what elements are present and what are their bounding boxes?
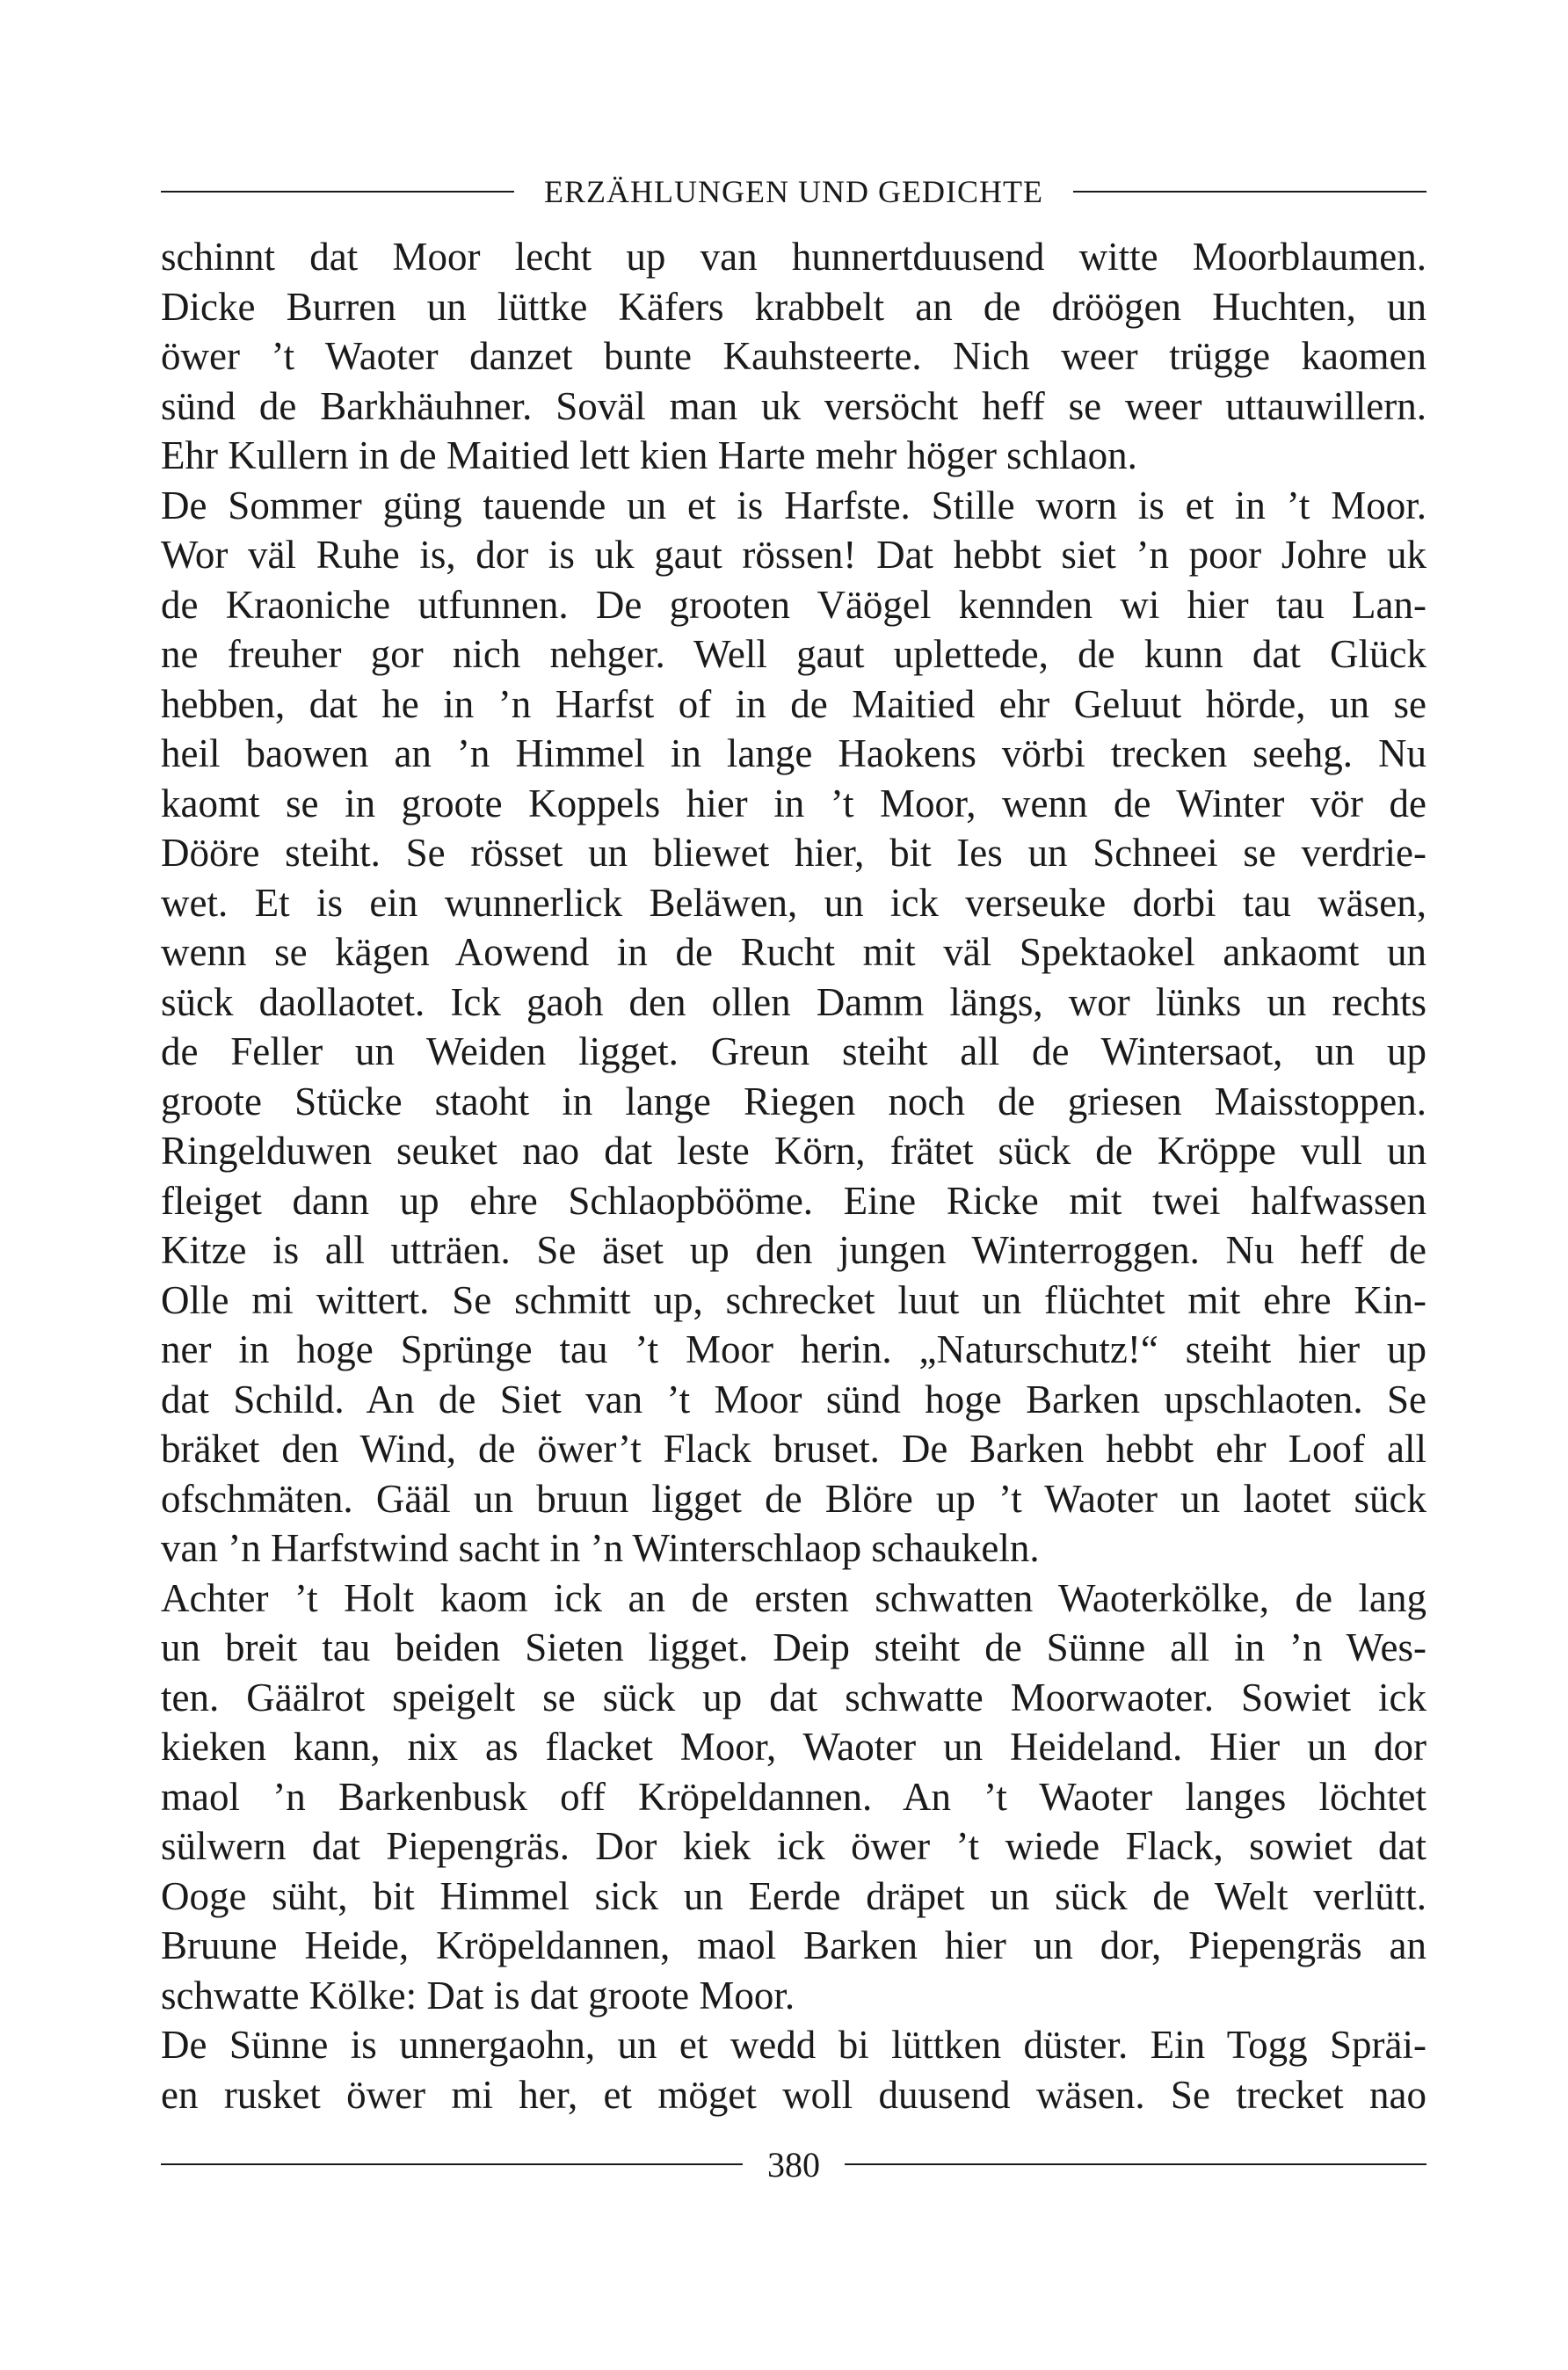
text-line: sünd de Barkhäuhner. Soväl man uk versöcht heff se weer uttauwillern.	[161, 383, 1426, 428]
text-line: ne freuher gor nich nehger. Well gaut uplettede, de kunn dat Glück	[161, 632, 1426, 676]
text-line: de Feller un Weiden ligget. Greun steiht all de Wintersaot, un up	[161, 1029, 1426, 1073]
text-line: Dicke Burren un lüttke Käfers krabbelt an de dröögen Huchten, un	[161, 284, 1426, 329]
text-line: sück daollaotet. Ick gaoh den ollen Damm längs, wor lünks un rechts	[161, 979, 1426, 1024]
page-number: 380	[767, 2144, 820, 2185]
text-line: hebben, dat he in ’n Harfst of in de Maitied ehr Geluut hörde, un se	[161, 681, 1426, 726]
text-line: kieken kann, nix as flacket Moor, Waoter un Heideland. Hier un dor	[161, 1725, 1426, 1769]
text-line: en rusket öwer mi her, et möget woll duusend wäsen. Se trecket nao	[161, 2072, 1426, 2117]
text-line: Ooge süht, bit Himmel sick un Eerde dräpet un sück de Welt verlütt.	[161, 1873, 1426, 1918]
text-line: De Sommer güng tauende un et is Harfste. Stille worn is et in ’t Moor.	[161, 483, 1426, 527]
text-line: dat Schild. An de Siet van ’t Moor sünd hoge Barken upschlaoten. Se	[161, 1377, 1426, 1421]
text-line: de Kraoniche utfunnen. De grooten Väögel kennden wi hier tau Lan-	[161, 582, 1426, 627]
body-text	[161, 232, 1426, 2119]
footer-rule-right	[845, 2163, 1426, 2165]
text-line: wenn se kägen Aowend in de Rucht mit väl Spektaokel ankaomt un	[161, 930, 1426, 974]
text-line: Achter ’t Holt kaom ick an de ersten schwatten Waoterkölke, de lang	[161, 1575, 1426, 1620]
text-line: ten. Gäälrot speigelt se sück up dat schwatte Moorwaoter. Sowiet ick	[161, 1675, 1426, 1719]
text-line: heil baowen an ’n Himmel in lange Haokens vörbi trecken seehg. Nu	[161, 731, 1426, 775]
footer-rule-left	[161, 2163, 743, 2165]
text-line: öwer ’t Waoter danzet bunte Kauhsteerte. Nich weer trügge kaomen	[161, 334, 1426, 378]
text-line: Wor väl Ruhe is, dor is uk gaut rössen! Dat hebbt siet ’n poor Johre uk	[161, 533, 1426, 577]
text-line: ofschmäten. Gääl un bruun ligget de Blöre up ’t Waoter un laotet sück	[161, 1476, 1426, 1521]
header-rule-left	[161, 191, 514, 193]
text-line: Olle mi wittert. Se schmitt up, schrecket luut un flüchtet mit ehre Kin-	[161, 1277, 1426, 1322]
page-footer	[161, 2138, 1426, 2191]
text-line: Kitze is all utträen. Se äset up den jungen Winterroggen. Nu heff de	[161, 1228, 1426, 1272]
running-header-title: ERZÄHLUNGEN UND GEDICHTE	[544, 174, 1043, 209]
text-line: schwatte Kölke: Dat is dat groote Moor.	[161, 1973, 795, 2017]
text-line: bräket den Wind, de öwer’t Flack bruset. De Barken hebbt ehr Loof all	[161, 1427, 1426, 1471]
running-header	[161, 165, 1426, 218]
text-line: schinnt dat Moor lecht up van hunnertduusend witte Moorblaumen.	[161, 235, 1426, 279]
text-line: Ehr Kullern in de Maitied lett kien Harte mehr höger schlaon.	[161, 433, 1137, 477]
text-line: van ’n Harfstwind sacht in ’n Winterschlaop schaukeln.	[161, 1526, 1040, 1570]
text-line: un breit tau beiden Sieten ligget. Deip steiht de Sünne all in ’n Wes-	[161, 1625, 1426, 1669]
text-line: Dööre steiht. Se rösset un bliewet hier, bit Ies un Schneei se verdrie-	[161, 831, 1426, 875]
text-line: De Sünne is unnergaohn, un et wedd bi lüttken düster. Ein Togg Spräi-	[161, 2023, 1426, 2067]
text-line: maol ’n Barkenbusk off Kröpeldannen. An ’t Waoter langes löchtet	[161, 1774, 1426, 1819]
header-rule-right	[1073, 191, 1426, 193]
text-line: ner in hoge Sprünge tau ’t Moor herin. „Naturschutz!“ steiht hier up	[161, 1327, 1426, 1371]
text-line: wet. Et is ein wunnerlick Beläwen, un ick verseuke dorbi tau wäsen,	[161, 880, 1426, 925]
text-line: groote Stücke staoht in lange Riegen noch de griesen Maisstoppen.	[161, 1079, 1426, 1123]
text-line: sülwern dat Piepengräs. Dor kiek ick öwer ’t wiede Flack, sowiet dat	[161, 1824, 1426, 1868]
text-line: Ringelduwen seuket nao dat leste Körn, frätet sück de Kröppe vull un	[161, 1129, 1426, 1173]
text-line: Bruune Heide, Kröpeldannen, maol Barken hier un dor, Piepengräs an	[161, 1923, 1426, 1967]
text-line: fleiget dann up ehre Schlaopbööme. Eine Ricke mit twei halfwassen	[161, 1178, 1426, 1223]
text-line: kaomt se in groote Koppels hier in ’t Moor, wenn de Winter vör de	[161, 781, 1426, 825]
